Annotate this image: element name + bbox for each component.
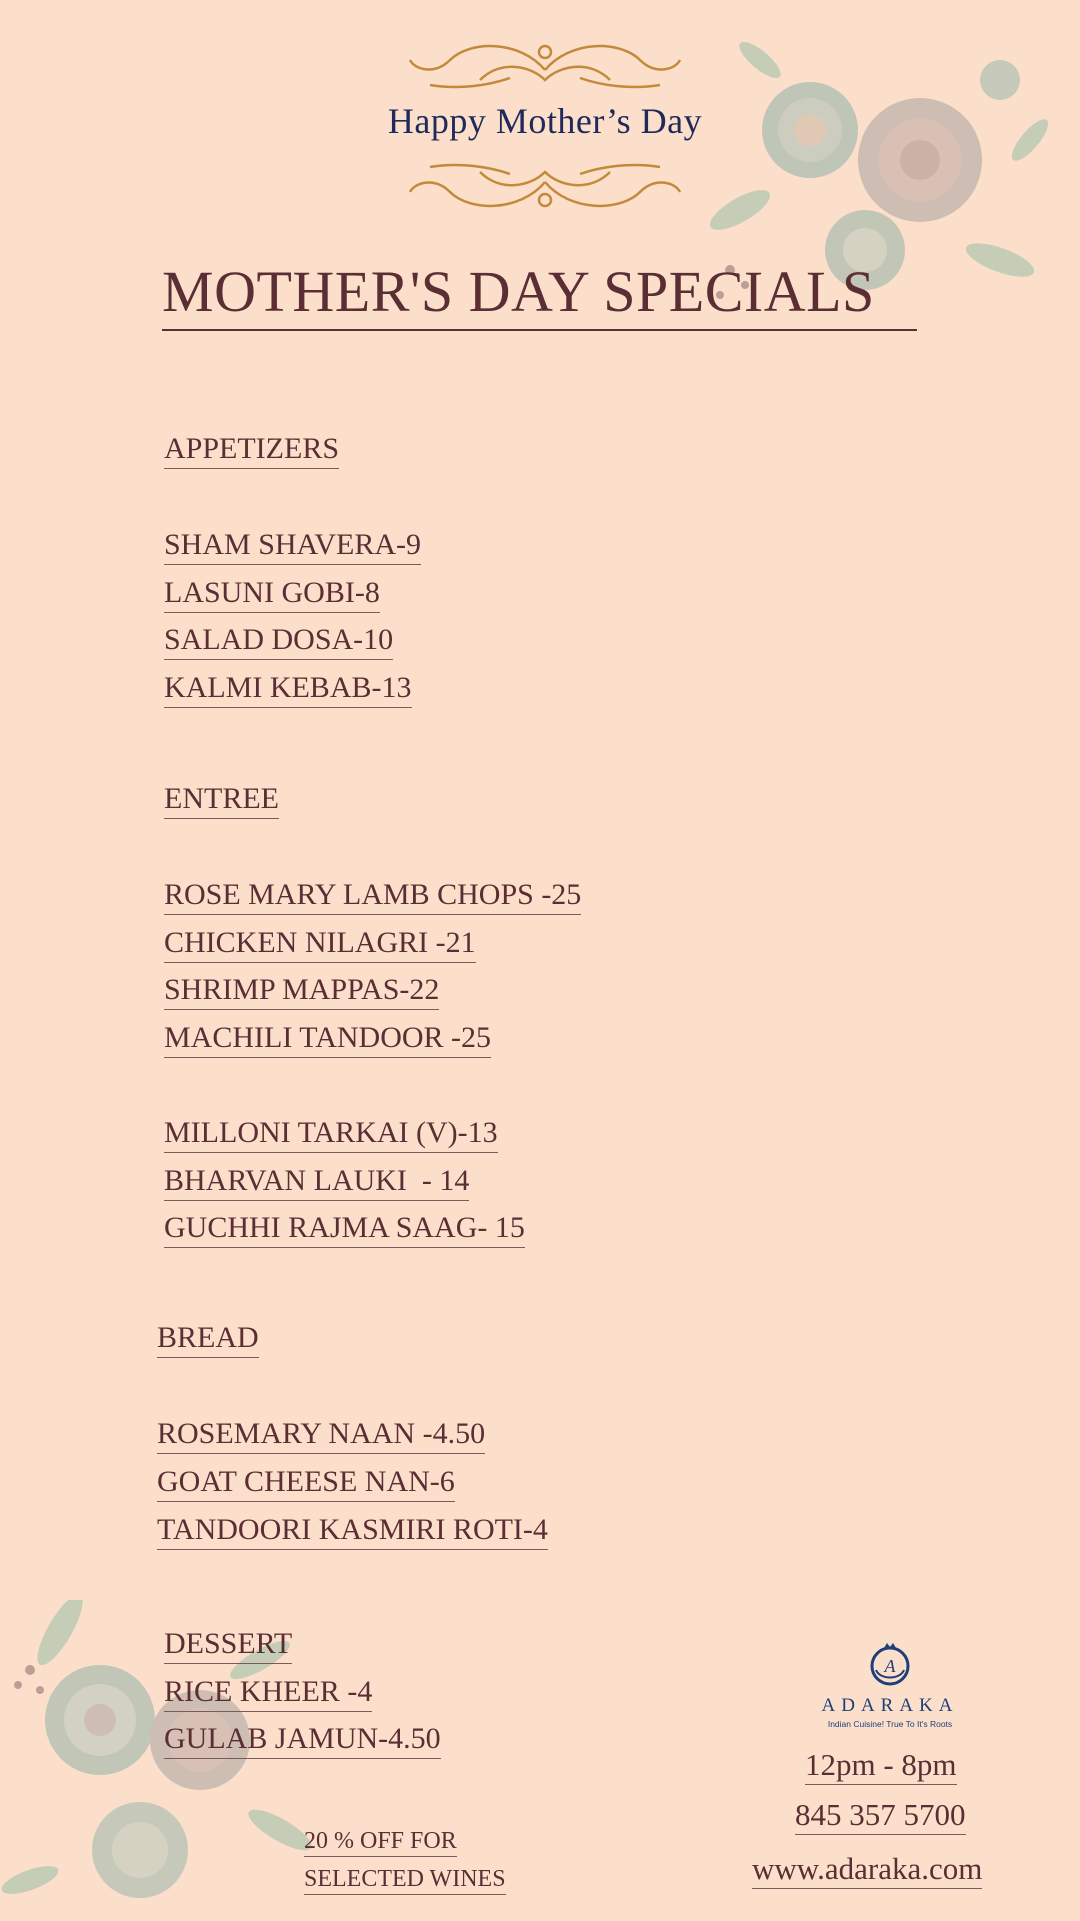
section-heading-appetizers: APPETIZERS xyxy=(164,431,339,469)
menu-item: KALMI KEBAB-13 xyxy=(164,670,412,708)
brand-name: ADARAKA xyxy=(821,1695,959,1716)
menu-item: CHICKEN NILAGRI -21 xyxy=(164,925,476,963)
menu-item-veg: MILLONI TARKAI (V)-13 xyxy=(164,1115,498,1153)
flourish-ornament-top xyxy=(400,30,690,100)
menu-item: SHRIMP MAPPAS-22 xyxy=(164,972,439,1010)
menu-item: SHAM SHAVERA-9 xyxy=(164,527,421,565)
phone-number: 845 357 5700 xyxy=(795,1796,966,1835)
wine-offer-line1: 20 % OFF FOR xyxy=(304,1826,457,1857)
brand-logo xyxy=(800,1640,980,1729)
flourish-ornament-bottom xyxy=(400,152,690,222)
menu-item: GOAT CHEESE NAN-6 xyxy=(157,1464,455,1502)
section-heading-bread: BREAD xyxy=(157,1320,259,1358)
wine-offer-line2: SELECTED WINES xyxy=(304,1864,506,1895)
business-hours: 12pm - 8pm xyxy=(805,1746,957,1785)
menu-item: LASUNI GOBI-8 xyxy=(164,575,380,613)
menu-item: RICE KHEER -4 xyxy=(164,1674,372,1712)
brand-logo-letter: A xyxy=(884,1656,896,1676)
brand-tagline: Indian Cuisine! True To It's Roots xyxy=(827,1719,953,1729)
website-link[interactable]: www.adaraka.com xyxy=(752,1850,982,1889)
menu-item: ROSEMARY NAAN -4.50 xyxy=(157,1416,485,1454)
brand-emblem-icon xyxy=(866,1640,914,1688)
section-heading-entree: ENTREE xyxy=(164,781,279,819)
page-title: MOTHER'S DAY SPECIALS xyxy=(162,258,917,331)
section-heading-dessert: DESSERT xyxy=(164,1626,292,1664)
greeting-text: Happy Mother’s Day xyxy=(387,101,703,141)
menu-item: ROSE MARY LAMB CHOPS -25 xyxy=(164,877,581,915)
menu-item: TANDOORI KASMIRI ROTI-4 xyxy=(157,1512,548,1550)
menu-item: SALAD DOSA-10 xyxy=(164,622,393,660)
menu-item: GULAB JAMUN-4.50 xyxy=(164,1721,441,1759)
menu-item: MACHILI TANDOOR -25 xyxy=(164,1020,491,1058)
menu-item-veg: BHARVAN LAUKI - 14 xyxy=(164,1163,469,1201)
menu-item-veg: GUCHHI RAJMA SAAG- 15 xyxy=(164,1210,525,1248)
